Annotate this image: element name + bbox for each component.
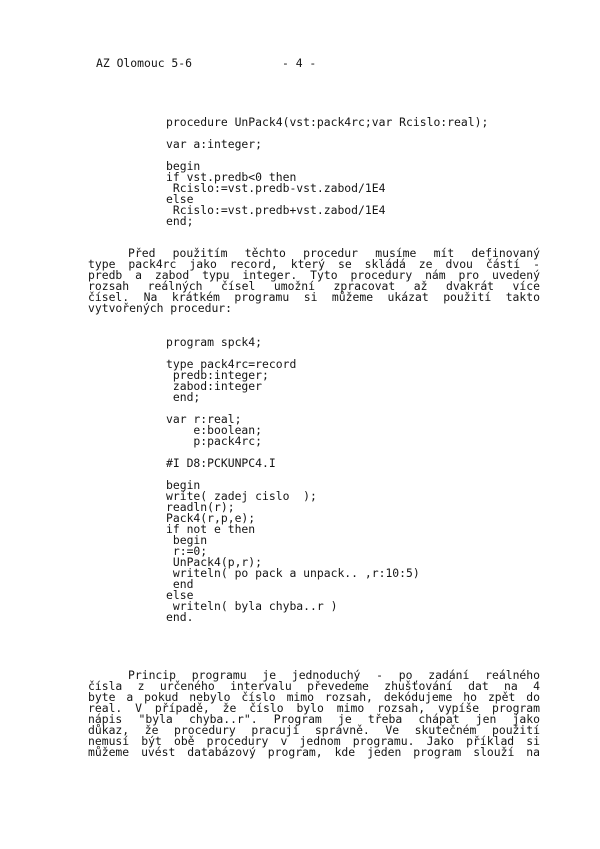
text-line: rozsah reálných čísel umožní zpracovat až dvakrát více: [88, 279, 540, 293]
code-block-unpack4: [166, 117, 488, 227]
text-line: nemusí být obě procedury v jednom programu. Jako příklad si: [88, 734, 540, 748]
code-line: begin: [166, 478, 201, 492]
code-line: p:pack4rc;: [166, 434, 263, 448]
code-line: predb:integer;: [166, 368, 269, 382]
code-line: [166, 150, 488, 161]
text-line: čísel. Na krátkém programu si můžeme ukázat použití takto: [88, 290, 540, 304]
paragraph-procedures-intro: [88, 248, 540, 314]
code-line: writeln( po pack a unpack.. ,r:10:5): [166, 566, 420, 580]
code-line: begin: [166, 159, 201, 173]
text-line: čísla z určeného intervalu převedeme zhušťování dat na 4: [88, 679, 540, 693]
paragraph-program-explanation: [88, 670, 540, 758]
code-line: program spck4;: [166, 335, 263, 349]
code-line: end.: [166, 610, 194, 624]
code-line: end;: [166, 214, 194, 228]
code-line: if vst.predb<0 then: [166, 170, 297, 184]
text-line: Princip programu je jednoduchý - po zadání reálného: [128, 668, 540, 682]
code-line: else: [166, 192, 194, 206]
code-line: begin: [166, 533, 208, 547]
code-line: e:boolean;: [166, 423, 263, 437]
code-line: Rcislo:=vst.predb+vst.zabod/1E4: [166, 203, 386, 217]
text-line: type pack4rc jako record, který se skládá ze dvou částí -: [88, 257, 540, 271]
code-line: UnPack4(p,r);: [166, 555, 263, 569]
code-line: writeln( byla chyba..r ): [166, 599, 338, 613]
code-line: readln(r);: [166, 500, 235, 514]
code-line: write( zadej cislo );: [166, 489, 317, 503]
code-line: Pack4(r,p,e);: [166, 511, 256, 525]
code-line: type pack4rc=record: [166, 357, 297, 371]
page-number: - 4 -: [282, 56, 317, 70]
code-line: r:=0;: [166, 544, 208, 558]
code-line: else: [166, 588, 194, 602]
text-line: vytvořených procedur:: [88, 301, 233, 315]
code-line: [166, 469, 420, 480]
code-line: end;: [166, 390, 201, 404]
code-line: procedure UnPack4(vst:pack4rc;var Rcislo:real);: [166, 115, 489, 129]
text-line: predb a zabod typu integer. Tyto procedury nám pro uvedený: [88, 268, 540, 282]
header-title: AZ Olomouc 5-6: [96, 56, 193, 70]
text-line: byte a pokud nebylo číslo mimo rozsah, dekódujeme ho zpět do: [88, 690, 540, 704]
text-line: nápis "byla chyba..r". Program je třeba chápat jen jako: [88, 712, 540, 726]
text-line: real. V případě, že číslo bylo mimo rozsah, vypíše program: [88, 701, 540, 715]
text-line: důkaz, že procedury pracují správně. Ve skutečném použití: [88, 723, 540, 737]
code-line: Rcislo:=vst.predb-vst.zabod/1E4: [166, 181, 386, 195]
code-line: end: [166, 577, 194, 591]
code-line: if not e then: [166, 522, 256, 536]
code-line: zabod:integer: [166, 379, 263, 393]
code-block-program-spck4: [166, 337, 420, 623]
text-line: Před použitím těchto procedur musíme mít definovaný: [128, 246, 540, 260]
text-line: můžeme uvést databázový program, kde jeden program slouží na: [88, 745, 540, 759]
code-line: var a:integer;: [166, 137, 263, 151]
code-line: var r:real;: [166, 412, 242, 426]
page-header: [96, 56, 516, 70]
code-line: #I D8:PCKUNPC4.I: [166, 456, 276, 470]
